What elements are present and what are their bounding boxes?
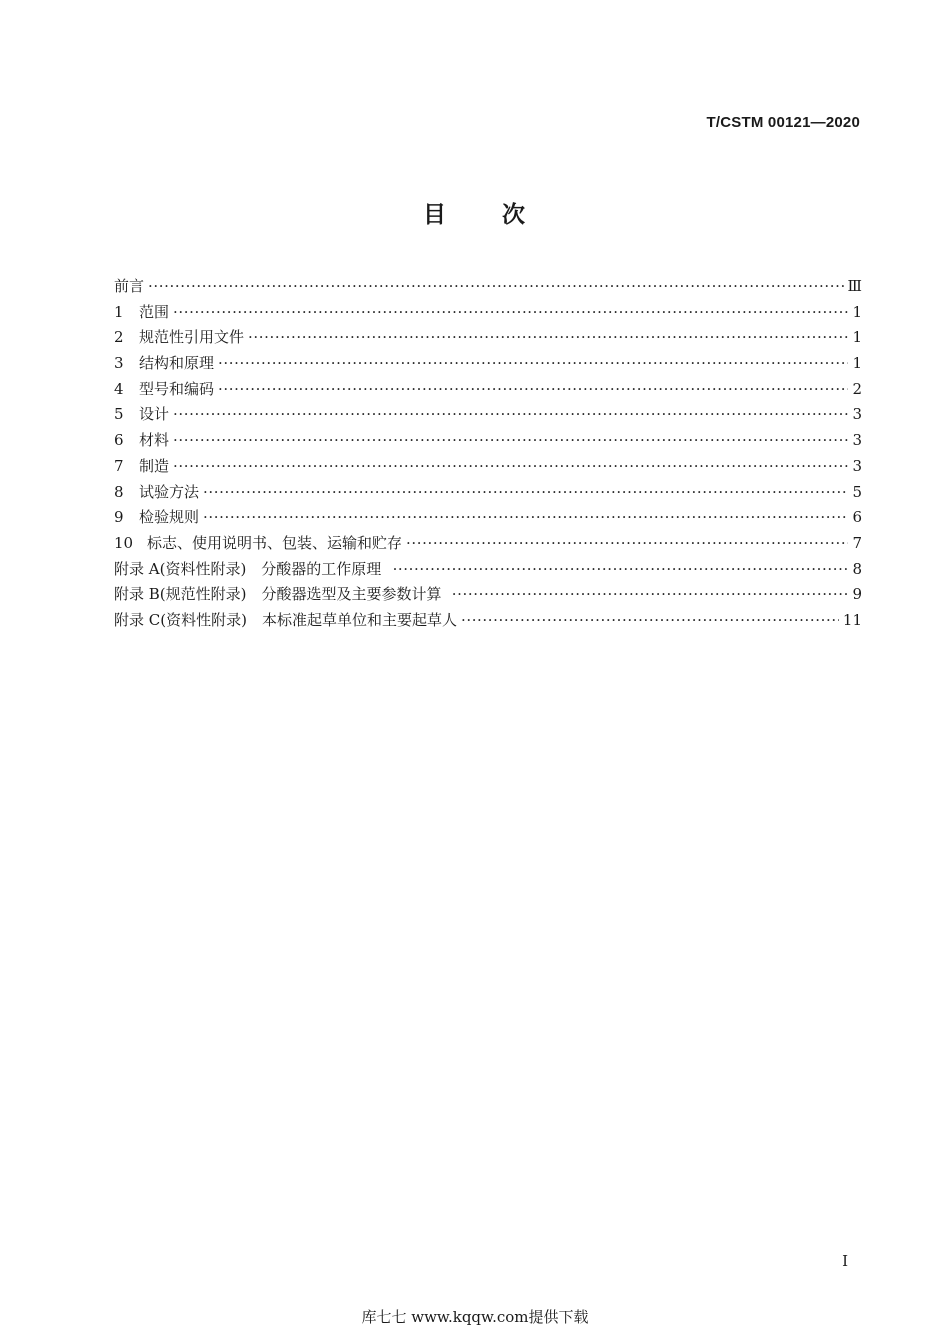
toc-leader: [218, 377, 848, 403]
toc-entry-text: 检验规则: [139, 508, 200, 527]
toc-entry-number: 5: [114, 405, 124, 424]
toc-entry-2[interactable]: [114, 325, 862, 351]
toc-entry-number: 8: [114, 482, 124, 501]
toc-entry-page: 2: [852, 379, 862, 398]
toc-entry-text: 材料: [139, 431, 170, 450]
toc-entry-3[interactable]: [114, 351, 862, 377]
toc-leader: [173, 428, 848, 454]
toc-entry-text: 制造: [139, 456, 170, 475]
toc-entry-4[interactable]: [114, 377, 862, 403]
toc-entry-1[interactable]: [114, 300, 862, 326]
toc-entry-number: 9: [114, 508, 124, 527]
toc-entry-foreword[interactable]: [114, 274, 862, 300]
toc-leader: [173, 402, 848, 428]
toc-entry-page: 11: [842, 610, 862, 629]
download-source-note: 库七七 www.kqqw.com提供下载: [361, 1308, 589, 1326]
toc-entry-9[interactable]: [114, 505, 862, 531]
toc-leader: [173, 300, 848, 326]
standard-code: T/CSTM 00121—2020: [706, 114, 860, 131]
toc-leader: [218, 351, 848, 377]
toc-entry-text: 设计: [139, 405, 170, 424]
toc-entry-text: 试验方法: [139, 482, 200, 501]
toc-entry-page: 7: [852, 533, 862, 552]
toc-leader: [203, 480, 848, 506]
toc-title: [0, 196, 950, 229]
toc-entry-number: 3: [114, 354, 124, 373]
table-of-contents: [114, 274, 862, 634]
toc-entry-page: Ⅲ: [847, 277, 862, 295]
toc-entry-number: 4: [114, 379, 124, 398]
toc-entry-page: 3: [852, 431, 862, 450]
toc-entry-text: 标志、使用说明书、包装、运输和贮存: [147, 533, 403, 552]
toc-entry-appendix-b[interactable]: [114, 582, 862, 608]
toc-entry-8[interactable]: [114, 480, 862, 506]
toc-entry-number: 6: [114, 431, 124, 450]
toc-entry-appendix-a[interactable]: [114, 557, 862, 583]
toc-entry-5[interactable]: [114, 402, 862, 428]
toc-entry-page: 1: [852, 354, 862, 373]
toc-entry-page: 1: [852, 328, 862, 347]
toc-entry-appendix-c[interactable]: [114, 608, 862, 634]
toc-entry-page: 8: [852, 559, 862, 578]
toc-entry-page: 5: [852, 482, 862, 501]
toc-entry-text: 前言: [114, 277, 145, 295]
toc-entry-page: 3: [852, 456, 862, 475]
toc-title-char-2: 次: [502, 202, 527, 228]
toc-entry-text: 附录 B(规范性附录) 分酸器选型及主要参数计算: [114, 585, 442, 604]
toc-entry-text: 附录 C(资料性附录) 本标准起草单位和主要起草人: [114, 610, 457, 629]
toc-entry-6[interactable]: [114, 428, 862, 454]
toc-entry-page: 3: [852, 405, 862, 424]
toc-entry-page: 9: [852, 585, 862, 604]
toc-entry-7[interactable]: [114, 454, 862, 480]
toc-leader: [461, 608, 839, 634]
toc-title-char-1: 目: [423, 202, 448, 228]
toc-entry-text: 结构和原理: [139, 354, 215, 373]
toc-leader: [393, 557, 848, 583]
toc-entry-number: 7: [114, 456, 124, 475]
toc-leader: [248, 325, 848, 351]
toc-entry-10[interactable]: [114, 531, 862, 557]
toc-leader: [406, 531, 848, 557]
toc-entry-number: 1: [114, 302, 124, 321]
toc-leader: [452, 582, 848, 608]
toc-leader: [148, 274, 844, 300]
toc-entry-text: 附录 A(资料性附录) 分酸器的工作原理: [114, 559, 382, 578]
page-number: I: [842, 1252, 848, 1270]
toc-entry-text: 型号和编码: [139, 379, 215, 398]
toc-leader: [203, 505, 848, 531]
toc-entry-number: 10: [114, 533, 134, 552]
toc-entry-text: 范围: [139, 302, 170, 321]
toc-entry-page: 1: [852, 302, 862, 321]
toc-entry-text: 规范性引用文件: [139, 328, 245, 347]
toc-entry-page: 6: [852, 508, 862, 527]
toc-entry-number: 2: [114, 328, 124, 347]
toc-leader: [173, 454, 848, 480]
